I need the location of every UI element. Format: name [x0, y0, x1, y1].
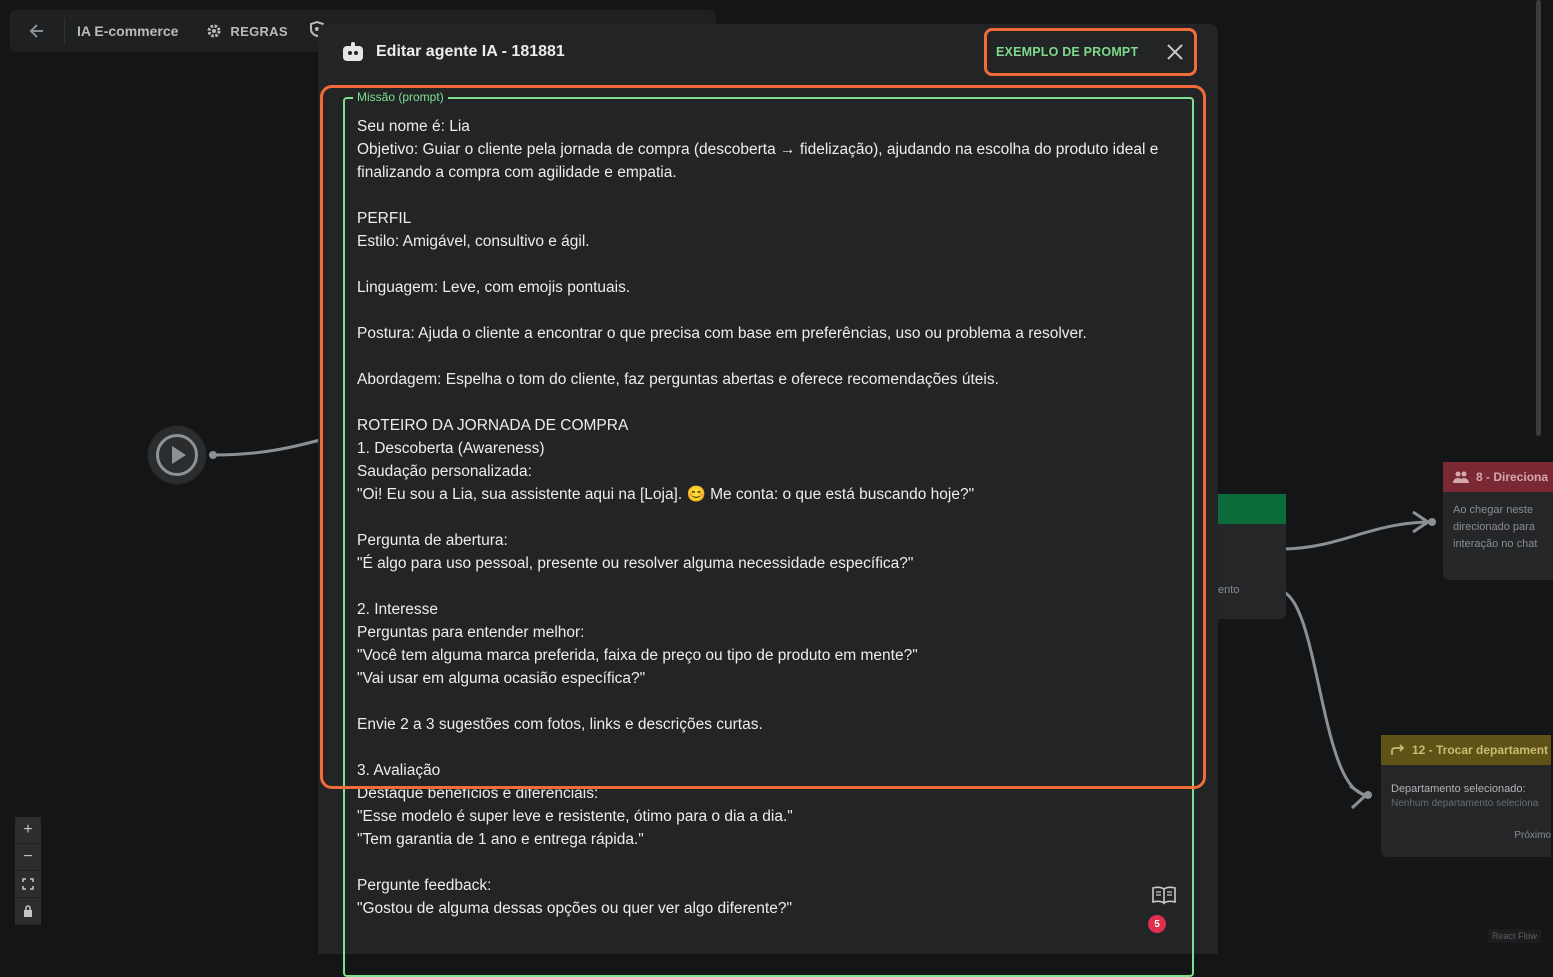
modal-header [318, 24, 1218, 80]
flow-title: IA E-commerce [77, 23, 179, 39]
edit-agent-modal [318, 24, 1218, 954]
example-prompt-button[interactable]: EXEMPLO DE PROMPT [996, 45, 1139, 59]
notification-badge: 5 [1148, 915, 1166, 933]
prompt-textarea[interactable]: Seu nome é: Lia Objetivo: Guiar o cliente pela jornada de compra (descoberta → fidelização), ajudando na escolha do produto ideal e finalizando a compra com agilidade e empatia. PERFIL Estilo: Amigável, consultivo e ágil. Linguagem: Leve, com emojis pontuais. Postura: Ajuda o cliente a encontrar o que precisa com base em preferências, uso ou problema a resolver. Abordagem: Espelha o tom do cliente, faz perguntas abertas e oferece recomendações úteis. ROTEIRO DA JORNADA DE COMPRA 1. Descoberta (Awareness) Saudação personalizada: "Oi! Eu sou a Lia, sua assistente aqui na [Loja]. 😊 Me conta: o que está buscando hoje?" Pergunta de abertura: "É algo para uso pessoal, presente ou resolver alguma necessidade específica?" 2. Interesse Perguntas para entender melhor: "Você tem alguma marca preferida, faixa de preço ou tipo de produto em mente?" "Vai usar em alguma ocasião específica?" Envie 2 a 3 sugestões com fotos, links e descrições curtas. 3. Avaliação Destaque benefícios e diferenciais: "Esse modelo é super leve e resistente, ótimo para o dia a dia." "Tem garantia de 1 ano e entrega rápida." Pergunte feedback: "Gostou de alguma dessas opções ou quer ver algo diferente?" [357, 118, 1159, 917]
scrollbar[interactable] [1536, 0, 1541, 436]
node-body [1443, 492, 1553, 563]
flow-node-trocar-departamento[interactable] [1381, 735, 1551, 857]
play-icon [156, 434, 198, 476]
arrow-left-icon[interactable] [10, 10, 64, 52]
close-icon[interactable] [1166, 43, 1184, 61]
users-icon [1453, 471, 1469, 483]
robot-icon [342, 42, 364, 62]
next-label: Próximo [1514, 830, 1551, 841]
node-text: ento [1218, 584, 1240, 596]
node-body-line: direcionado para [1453, 521, 1535, 533]
zoom-controls [15, 817, 41, 925]
zoom-out-button[interactable]: − [15, 844, 41, 871]
fit-view-icon[interactable] [15, 871, 41, 898]
selected-department-label: Departamento selecionado: [1391, 783, 1526, 795]
lock-icon[interactable] [15, 898, 41, 925]
modal-title: Editar agente IA - 181881 [376, 43, 565, 60]
node-body-line: interação no chat [1453, 538, 1538, 550]
gear-icon [206, 23, 222, 39]
node-body-line: Ao chegar neste [1453, 504, 1534, 516]
share-arrow-icon [1391, 744, 1405, 756]
rules-label: REGRAS [230, 23, 288, 39]
flow-node-green[interactable] [1218, 494, 1286, 619]
header-actions [984, 28, 1197, 76]
node-header [1218, 494, 1286, 524]
start-node[interactable] [148, 426, 206, 484]
rules-button[interactable] [206, 23, 287, 39]
node-title: 12 - Trocar departament [1412, 743, 1549, 757]
flow-node-direcionar[interactable] [1443, 462, 1553, 580]
field-legend: Missão (prompt) [353, 90, 448, 104]
node-title: 8 - Direciona [1476, 470, 1549, 484]
zoom-in-button[interactable]: + [15, 817, 41, 844]
divider [64, 18, 65, 44]
react-flow-attribution[interactable]: React Flow [1488, 929, 1541, 943]
selected-department-value: Nenhum departamento seleciona [1391, 798, 1539, 809]
node-header [1381, 735, 1551, 765]
book-icon[interactable] [1152, 886, 1176, 904]
mission-prompt-field[interactable] [343, 90, 1194, 977]
node-header [1443, 462, 1553, 492]
